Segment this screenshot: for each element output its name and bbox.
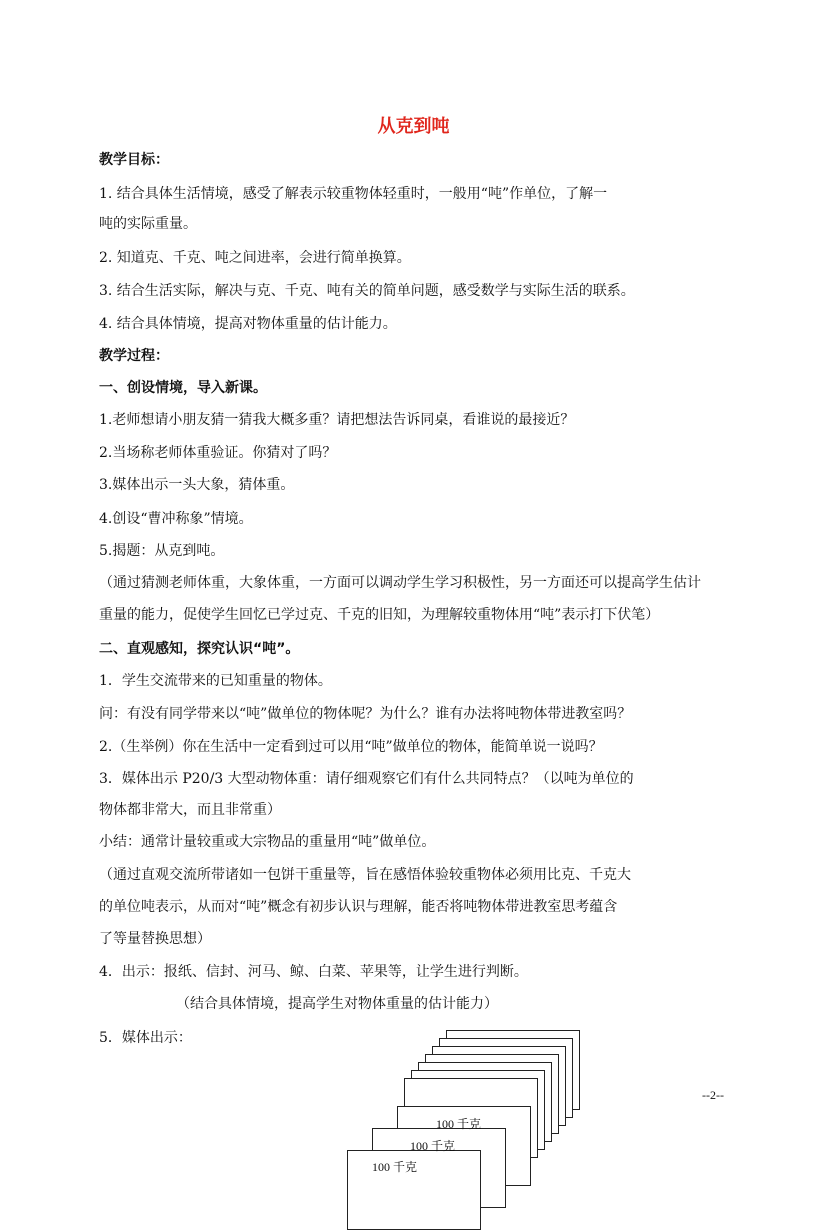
section2-line: 5．媒体出示： [99,1030,192,1046]
section2-line: 的单位吨表示，从而对“吨”概念有初步认识与理解，能否将吨物体带进教室思考蕴含 [99,899,618,915]
section1-line: 1.老师想请小朋友猜一猜我大概多重？请把想法告诉同桌，看谁说的最接近？ [99,412,575,428]
section2-line: 问：有没有同学带来以“吨”做单位的物体呢？为什么？谁有办法将吨物体带进教室吗？ [99,706,632,722]
objective-line: 吨的实际重量。 [99,216,197,232]
section2-line: 4．出示：报纸、信封、河马、鲸、白菜、苹果等，让学生进行判断。 [99,964,528,980]
section2-note: （结合具体情境，提高学生对物体重量的估计能力） [176,996,498,1012]
section2-line: 了等量替换思想） [99,931,211,947]
section1-line: 重量的能力，促使学生回忆已学过克、千克的旧知，为理解较重物体用“吨”表示打下伏笔） [99,607,660,623]
section2-line: 2.（生举例）你在生活中一定看到过可以用“吨”做单位的物体，能简单说一说吗？ [99,739,603,755]
section2-line: 1．学生交流带来的已知重量的物体。 [99,673,332,689]
weight-card-label: 100 千克 [436,1117,482,1131]
weight-card-label: 100 千克 [410,1139,456,1153]
objective-line: 4. 结合具体情境，提高对物体重量的估计能力。 [99,316,397,332]
section1-line: 5.揭题：从克到吨。 [99,543,225,559]
objectives-heading: 教学目标： [99,152,169,168]
weight-card-label: 100 千克 [372,1160,418,1174]
section1-heading: 一、创设情境，导入新课。 [99,380,267,396]
process-heading: 教学过程： [99,348,169,364]
section1-line: 4.创设“曹冲称象”情境。 [99,511,253,527]
objective-line: 1. 结合具体生活情境，感受了解表示较重物体轻重时，一般用“吨”作单位，了解一 [99,186,608,202]
section2-line: 3．媒体出示 P20/3 大型动物体重：请仔细观察它们有什么共同特点？（以吨为单位的 [99,771,634,787]
section2-line: 物体都非常大，而且非常重） [99,802,281,818]
page-number: --2-- [702,1088,724,1102]
objective-line: 2. 知道克、千克、吨之间进率，会进行简单换算。 [99,250,411,266]
page-title: 从克到吨 [377,116,450,137]
objective-line: 3. 结合生活实际，解决与克、千克、吨有关的简单问题，感受数学与实际生活的联系。 [99,283,635,299]
section2-heading: 二、直观感知，探究认识“吨”。 [99,641,300,657]
section2-summary: 小结：通常计量较重或大宗物品的重量用“吨”做单位。 [99,834,436,850]
section1-line: 3.媒体出示一头大象，猜体重。 [99,477,295,493]
section2-line: （通过直观交流所带诸如一包饼干重量等，旨在感悟体验较重物体必须用比克、千克大 [99,867,631,883]
section1-line: （通过猜测老师体重，大象体重，一方面可以调动学生学习积极性，另一方面还可以提高学生估计 [99,575,701,591]
section1-line: 2.当场称老师体重验证。你猜对了吗？ [99,445,337,461]
